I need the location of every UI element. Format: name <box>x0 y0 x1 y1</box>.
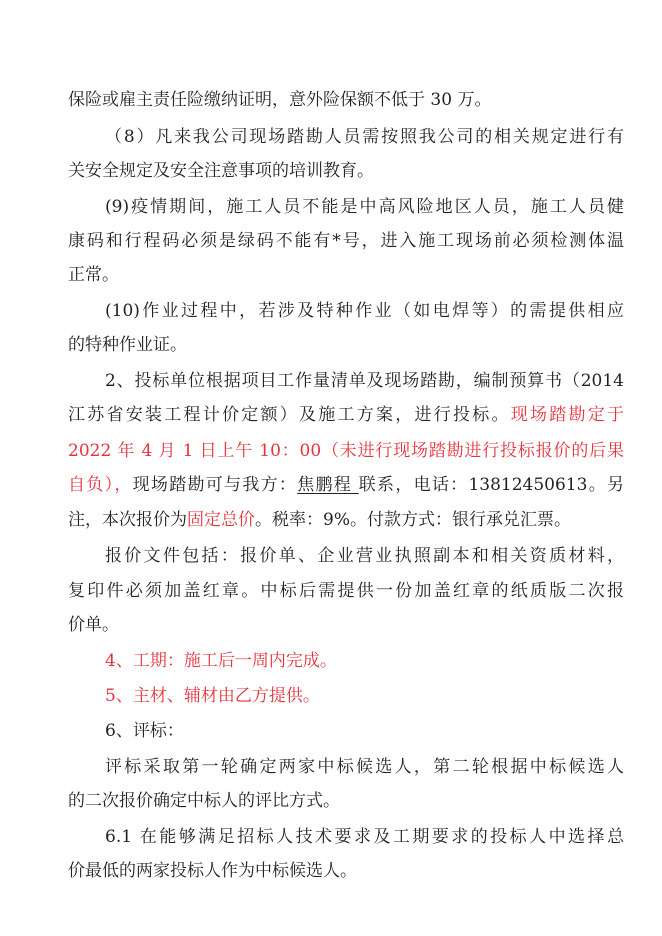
paragraph-line: 报价文件包括：报价单、企业营业执照副本和相关资质材料， <box>105 546 624 566</box>
contact-name: 焦鹏程 <box>297 475 359 495</box>
paragraph-line: 6.1 在能够满足招标人技术要求及工期要求的投标人中选择总 <box>105 827 624 847</box>
paragraph-line <box>68 509 624 531</box>
paragraph-line: 评标采取第一轮确定两家中标候选人，第二轮根据中标候选人 <box>105 757 624 777</box>
paragraph-line: （8）凡来我公司现场踏勘人员需按照我公司的相关规定进行有 <box>105 127 624 147</box>
paragraph-line: 价单。 <box>68 615 119 635</box>
paragraph-line: 的二次报价确定中标人的评比方式。 <box>68 791 340 811</box>
paragraph-line <box>68 404 624 426</box>
paragraph-line <box>68 474 624 496</box>
paragraph-line: 价最低的两家投标人作为中标候选人。 <box>68 861 357 881</box>
site-visit-notice: 现场踏勘定于 <box>510 405 624 425</box>
text: 自负）， <box>68 475 133 495</box>
text: 现场踏勘可与我方： <box>132 475 298 495</box>
paragraph-line: 保险或雇主责任险缴纳证明，意外险保额不低于 30 万。 <box>68 90 492 110</box>
text: 注，本次报价为 <box>68 510 187 530</box>
paragraph-line: (9)疫情期间，施工人员不能是中高风险地区人员，施工人员健 <box>105 197 624 217</box>
schedule-item: 4、工期：施工后一周内完成。 <box>105 651 337 671</box>
paragraph-line: 复印件必须加盖红章。中标后需提供一份加盖红章的纸质版二次报 <box>68 581 624 601</box>
materials-item: 5、主材、辅材由乙方提供。 <box>105 686 320 706</box>
section-heading: 6、评标： <box>105 721 184 741</box>
paragraph-line: 康码和行程码必须是绿码不能有*号，进入施工现场前必须检测体温 <box>68 231 624 251</box>
text: 。税率：9%。付款方式：银行承兑汇票。 <box>255 510 571 530</box>
paragraph-line: 正常。 <box>68 265 119 285</box>
text: 江苏省安装工程计价定额）及施工方案，进行投标。 <box>68 405 511 425</box>
paragraph-line: 2、投标单位根据项目工作量清单及现场踏勘，编制预算书（2014 <box>105 371 624 391</box>
paragraph-line: 关安全规定及安全注意事项的培训教育。 <box>68 161 374 181</box>
paragraph-line: (10)作业过程中，若涉及特种作业（如电焊等）的需提供相应 <box>105 301 624 321</box>
price-type: 固定总价 <box>187 510 255 530</box>
contact-phone: 联系，电话：13812450613。另 <box>358 475 624 495</box>
site-visit-date: 2022 年 4 月 1 日上午 10：00（未进行现场踏勘进行投标报价的后果 <box>68 441 624 461</box>
paragraph-line: 的特种作业证。 <box>68 335 187 355</box>
